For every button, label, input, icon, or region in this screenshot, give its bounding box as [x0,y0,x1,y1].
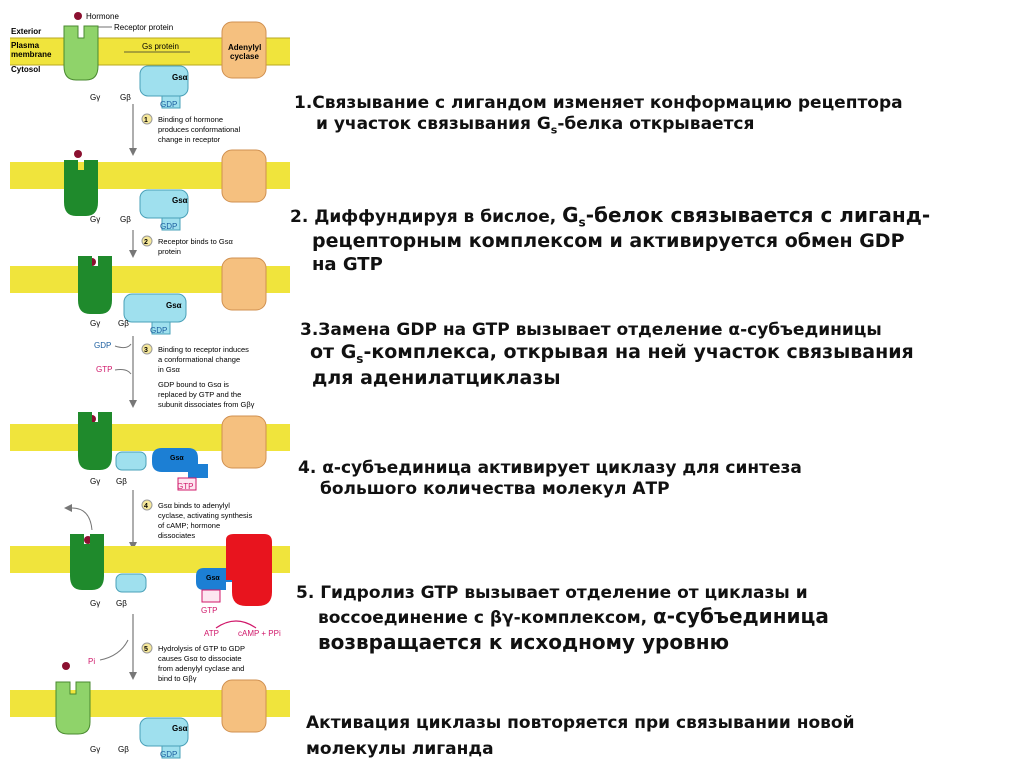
step-1-num: 1 [144,117,148,124]
g-beta-gamma-icon [116,574,146,592]
gtp-label: GTP [201,606,218,615]
panel-4 [10,534,290,638]
gdp-label: GDP [160,100,178,109]
step-1-line: Binding of hormone [158,115,224,124]
step-2-line: Receptor binds to Gsα [158,237,233,246]
atp-label: ATP [204,629,219,638]
g-gamma-label: Gγ [90,477,101,486]
adenylyl-label: Adenylyl [228,43,262,52]
panel-3 [10,412,290,491]
panel-0 [10,12,290,109]
step-1-caption [129,104,240,156]
adenylyl-cyclase-icon [222,680,266,732]
annotation-step-6 [306,710,855,763]
annotation-line: 2. Диффундируя в бислое, $G_s$-белок связывается с лиганд- [290,203,931,230]
adenylyl-cyclase-icon [222,258,266,310]
receptor-icon [56,682,90,734]
g-salpha-label: Gsα [166,301,182,310]
step-5-line: from adenylyl cyclase and [158,664,245,673]
annotation-line: большого количества молекул АТР [320,479,670,500]
step-5-caption [62,614,245,683]
step-5-line: causes Gsα to dissociate [158,654,242,663]
g-beta-label: Gβ [118,319,129,328]
gtp-label: GTP [177,482,194,491]
camp-label: cAMP + PPi [238,629,281,638]
step-5-line: Hydrolysis of GTP to GDP [158,644,245,653]
annotation-step-5 [296,583,829,655]
cytosol-label: Cytosol [11,65,41,74]
step-4-line: cyclase, activating synthesis [158,511,253,520]
adenylyl-cyclase-icon [222,150,266,202]
step-3-line: GDP bound to Gsα is [158,380,229,389]
g-salpha-label: Gsα [206,575,220,582]
annotation-line: на GTP [312,254,383,276]
annotation-line: молекулы лиганда [306,739,494,760]
step-3-num: 3 [144,347,148,354]
gdp-label: GDP [150,326,168,335]
gdp-label: GDP [160,750,178,759]
annotation-line: для аденилатциклазы [312,367,561,390]
g-gamma-label: Gγ [90,599,101,608]
gtp-in-label: GTP [96,365,113,374]
membrane-label: membrane [11,50,52,59]
gdp-out-label: GDP [94,341,112,350]
step-4-line: dissociates [158,531,196,540]
g-beta-label: Gβ [116,599,127,608]
cyclase-label: cyclase [230,52,259,61]
annotation-line: 5. Гидролиз GTP вызывает отделение от циклазы и [296,583,808,603]
receptor-protein-label: Receptor protein [114,23,174,32]
receptor-icon [78,256,112,314]
g-gamma-label: Gγ [90,319,101,328]
g-beta-gamma-icon [116,452,146,470]
annotation-line: рецепторным комплексом и активируется обмен GDP [312,230,905,253]
pi-label: Pi [88,657,96,666]
hormone-icon [74,150,82,158]
annotation-line: от $G_s$-комплекса, открывая на ней участок связывания [310,341,914,367]
step-2-caption [129,230,233,258]
step-4-line: of cAMP; hormone [158,521,221,530]
g-beta-label: Gβ [120,93,131,102]
adenylyl-cyclase-active-icon [226,534,272,606]
hormone-released-icon [62,662,70,670]
step-4-num: 4 [144,503,148,510]
annotation-line: 4. α-субъединица активирует циклазу для синтеза [298,458,802,478]
g-salpha-label: Gsα [172,196,188,205]
plasma-label: Plasma [11,41,40,50]
receptor-icon [64,26,98,80]
exterior-label: Exterior [11,27,42,36]
step-3-line: replaced by GTP and the [158,390,242,399]
gs-protein-label: Gs protein [142,42,179,51]
adenylyl-cyclase-icon [222,416,266,468]
step-3-caption [94,336,255,409]
step-3-line: Binding to receptor induces [158,345,249,354]
g-salpha-label: Gsα [170,455,184,462]
step-5-line: bind to Gβγ [158,674,197,683]
step-3-line: a conformational change [158,355,241,364]
g-gamma-label: Gγ [90,215,101,224]
step-3-line: in Gsα [158,365,180,374]
step-1-line: produces conformational [158,125,241,134]
hormone-label: Hormone [86,12,119,21]
step-3-line: subunit dissociates from Gβγ [158,400,255,409]
hormone-legend-icon [74,12,82,20]
panel-5 [10,680,290,759]
signal-transduction-diagram [0,0,290,768]
step-4-line: Gsα binds to adenylyl [158,501,230,510]
annotation-line: и участок связывания $G_s$-белка открывается [316,114,755,137]
annotation-step-1 [294,93,903,137]
annotation-line: воссоединение с βγ-комплексом, α-субъединица [318,604,829,629]
g-beta-label: Gβ [118,745,129,754]
annotation-step-2 [290,203,930,277]
g-gamma-label: Gγ [90,745,101,754]
g-salpha-label: Gsα [172,73,188,82]
annotation-line: 1.Связывание с лигандом изменяет конформацию рецептора [294,93,903,113]
g-beta-label: Gβ [116,477,127,486]
g-gamma-label: Gγ [90,93,101,102]
panel-1 [10,150,290,231]
panel-2 [10,256,290,335]
step-1-line: change in receptor [158,135,221,144]
annotation-step-3 [300,320,914,391]
gdp-label: GDP [160,222,178,231]
annotation-line: Активация циклазы повторяется при связывании новой [306,713,855,733]
step-5-num: 5 [144,646,148,653]
annotation-line: возвращается к исходному уровню [318,629,730,654]
step-2-line: protein [158,247,181,256]
g-beta-label: Gβ [120,215,131,224]
annotation-step-4 [298,458,802,501]
g-salpha-label: Gsα [172,724,188,733]
g-salpha-active-icon [152,448,208,478]
annotation-line: 3.Замена GDP на GTP вызывает отделение α-субъединицы [300,320,882,340]
step-2-num: 2 [144,239,148,246]
